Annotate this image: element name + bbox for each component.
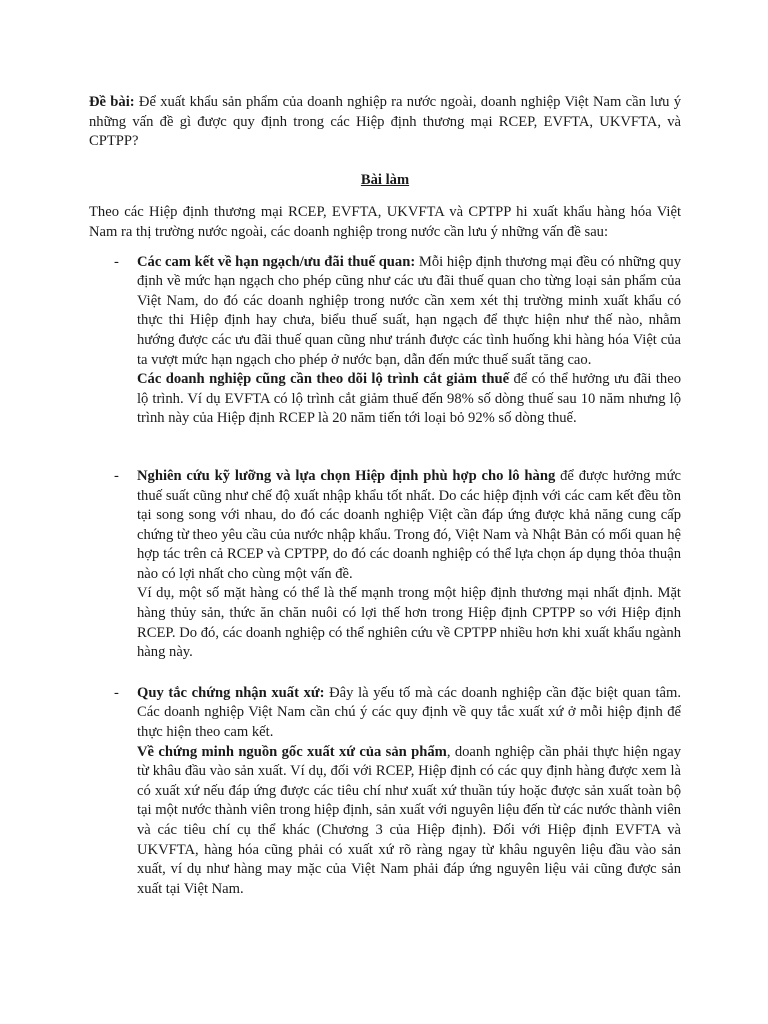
- item-text: Đây là yếu tố mà các doanh nghiệp cần đặc biệt quan tâm. Các doanh nghiệp Việt Nam cần chú ý các quy định về quy tắc xuất xứ ở mỗi hiệp định để thực hiện theo cam kết.: [137, 684, 681, 741]
- list-item: [89, 467, 681, 663]
- item-paragraph: [137, 467, 681, 585]
- item-paragraph: [137, 684, 681, 743]
- item-heading: Quy tắc chứng nhận xuất xứ:: [137, 684, 325, 701]
- list-item: [89, 253, 681, 429]
- prompt-label: Đề bài:: [89, 94, 135, 110]
- item-text: để được hưởng mức thuế suất cũng như chế độ xuất nhập khẩu tốt nhất. Do các hiệp định với các cam kết đều tồn tại song song với nhau, do đó các doanh nghiệp Việt cần đáp ứng được khả năng cung cấp chứng từ theo yêu cầu của nước nhập khẩu. Trong đó, Việt Nam và Nhật Bản có mối quan hệ hợp tác trên cả RCEP và CPTPP, do đó các doanh nghiệp có thể lựa chọn áp dụng thỏa thuận nào có lợi nhất cho cùng một vấn đề.: [137, 467, 682, 582]
- item-sub-text: để có thể hưởng ưu đãi theo lộ trình. Ví dụ EVFTA có lộ trình cắt giảm thuế đến 98% số dòng thuế sau 10 năm nhưng lộ trình này của Hiệp định RCEP là 20 năm tiến tới loại bỏ 92% số dòng thuế.: [137, 371, 681, 427]
- item-sub-paragraph: [137, 743, 681, 900]
- item-sub-heading: Các doanh nghiệp cũng cần theo dõi lộ trình cắt giảm thuế: [137, 371, 510, 388]
- prompt-paragraph: [89, 93, 681, 152]
- document-page: [89, 93, 681, 899]
- prompt-text: Để xuất khẩu sản phẩm của doanh nghiệp ra nước ngoài, doanh nghiệp Việt Nam cần lưu ý những vấn đề gì được quy định trong các Hiệp định thương mại RCEP, EVFTA, UKVFTA, và CPTPP?: [89, 94, 681, 150]
- item-heading: Các cam kết về hạn ngạch/ưu đãi thuế quan:: [137, 253, 416, 270]
- item-sub-text: , doanh nghiệp cần phải thực hiện ngay từ khâu đầu vào sản xuất. Ví dụ, đối với RCEP, Hiệp định có các quy định hàng được xem là có xuất xứ nếu đáp ứng được các tiêu chí như xuất xứ thuần túy hoặc được sản xuất toàn bộ tại một nước thành viên trong hiệp định, sản xuất với nguyên liệu đến từ các nước thành viên và các tiêu chí cụ thể khác (Chương 3 của Hiệp định). Đối với Hiệp định EVFTA và UKVFTA, hàng hóa cũng phải có xuất xứ rõ ràng ngay từ khâu nguyên liệu đầu vào sản xuất, ví dụ như hàng may mặc của Việt Nam phải đáp ứng nguyên liệu vải cũng được sản xuất tại Việt Nam.: [137, 743, 681, 897]
- section-title: Bài làm: [360, 171, 410, 188]
- bullet-dash: -: [114, 684, 119, 701]
- item-extra-paragraph: Ví dụ, một số mặt hàng có thể là thế mạnh trong một hiệp định thương mại nhất định. Mặt hàng thủy sản, thức ăn chăn nuôi có lợi thế hơn trong Hiệp định CPTPP so với Hiệp định RCEP. Do đó, các doanh nghiệp có thể nghiên cứu về CPTPP nhiều hơn khi xuất khẩu ngành hàng này.: [137, 585, 681, 661]
- bullet-dash: -: [114, 467, 119, 484]
- item-text: Mỗi hiệp định thương mại đều có những quy định về mức hạn ngạch cho phép cũng như các ưu đãi thuế quan cho từng loại sản phẩm của Việt Nam, do đó các doanh nghiệp trong nước cần xem xét thị trường minh xuất khẩu có thực thi Hiệp định hay chưa, biểu thuế suất, hạn ngạch để thực hiện như thế nào, nhằm hướng được các ưu đãi thuế quan cũng như tránh được các tình huống khi hàng hóa Việt của ta vượt mức hạn ngạch cho phép ở nước bạn, dẫn đến mức thuế suất tăng cao.: [137, 253, 681, 368]
- item-paragraph: [137, 253, 681, 371]
- spacer: [89, 429, 681, 467]
- item-sub-heading: Về chứng minh nguồn gốc xuất xứ của sản phẩm: [137, 743, 447, 760]
- intro-paragraph: Theo các Hiệp định thương mại RCEP, EVFTA, UKVFTA và CPTPP hi xuất khẩu hàng hóa Việt Nam ra thị trường nước ngoài, các doanh nghiệp trong nước cần lưu ý những vấn đề sau:: [89, 204, 681, 240]
- item-sub-paragraph: [137, 370, 681, 429]
- spacer: [89, 663, 681, 684]
- bullet-dash: -: [114, 253, 119, 270]
- item-heading: Nghiên cứu kỹ lưỡng và lựa chọn Hiệp định phù hợp cho lô hàng: [137, 467, 556, 484]
- list-item: [89, 684, 681, 900]
